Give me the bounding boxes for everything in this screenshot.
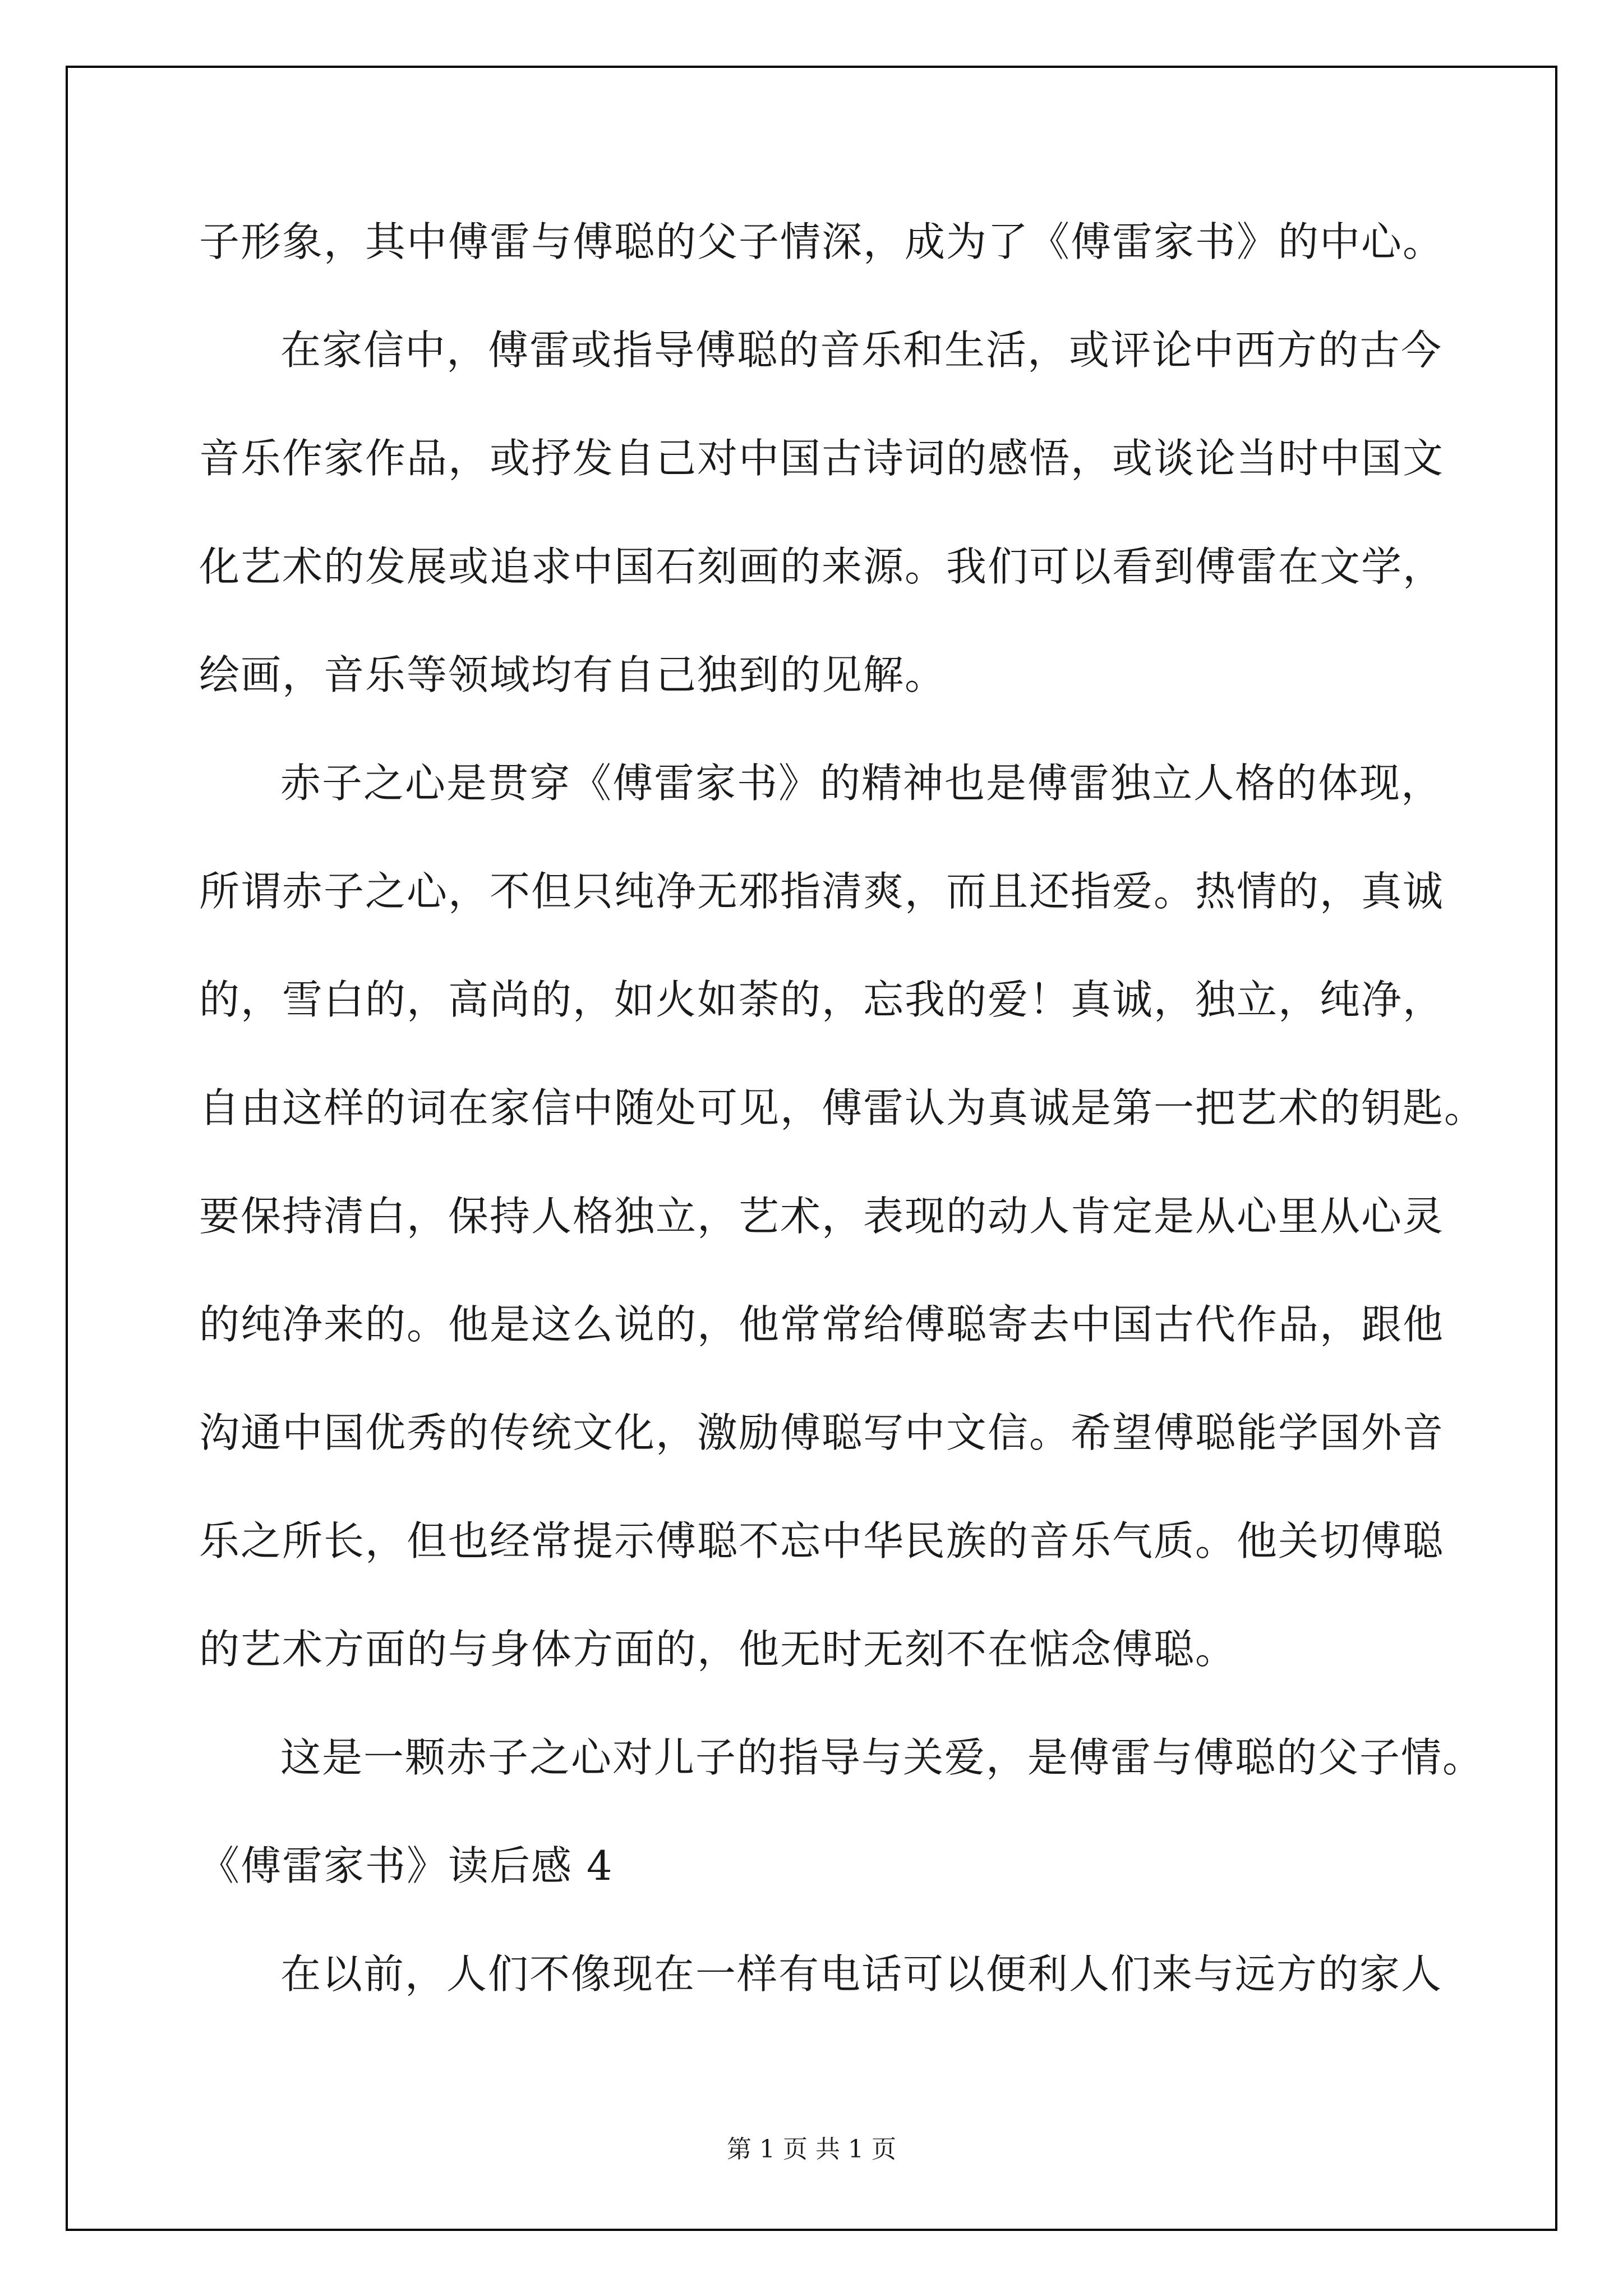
text-line: 子形象，其中傅雷与傅聪的父子情深，成为了《傅雷家书》的中心。 [199, 218, 1445, 265]
paragraph-start: 这是一颗赤子之心对儿子的指导与关爱，是傅雷与傅聪的父子情。 [280, 1734, 1484, 1781]
text-line: 自由这样的词在家信中随处可见，傅雷认为真诚是第一把艺术的钥匙。 [199, 1084, 1486, 1131]
text-line: 的，雪白的，高尚的，如火如荼的，忘我的爱！真诚，独立，纯净， [199, 976, 1445, 1023]
section-heading: 《傅雷家书》读后感 4 [199, 1842, 614, 1889]
page-footer: 第 1 页 共 1 页 [727, 2135, 896, 2164]
text-line: 要保持清白，保持人格独立，艺术，表现的动人肯定是从心里从心灵 [199, 1193, 1445, 1240]
page-border [66, 66, 1557, 2231]
text-line: 化艺术的发展或追求中国石刻画的来源。我们可以看到傅雷在文学， [199, 543, 1445, 590]
text-line: 的艺术方面的与身体方面的，他无时无刻不在惦念傅聪。 [199, 1626, 1237, 1673]
text-line: 绘画，音乐等领域均有自己独到的见解。 [199, 651, 947, 698]
text-line: 沟通中国优秀的传统文化，激励傅聪写中文信。希望傅聪能学国外音 [199, 1409, 1445, 1456]
text-line: 所谓赤子之心，不但只纯净无邪指清爽，而且还指爱。热情的，真诚 [199, 868, 1445, 915]
text-line: 乐之所长，但也经常提示傅聪不忘中华民族的音乐气质。他关切傅聪 [199, 1517, 1445, 1565]
text-line: 音乐作家作品，或抒发自己对中国古诗词的感悟，或谈论当时中国文 [199, 435, 1445, 482]
paragraph-start: 在以前，人们不像现在一样有电话可以便利人们来与远方的家人 [280, 1950, 1443, 1998]
paragraph-start: 赤子之心是贯穿《傅雷家书》的精神也是傅雷独立人格的体现， [280, 760, 1443, 807]
paragraph-start: 在家信中，傅雷或指导傅聪的音乐和生活，或评论中西方的古今 [280, 326, 1443, 374]
text-line: 的纯净来的。他是这么说的，他常常给傅聪寄去中国古代作品，跟他 [199, 1301, 1445, 1348]
